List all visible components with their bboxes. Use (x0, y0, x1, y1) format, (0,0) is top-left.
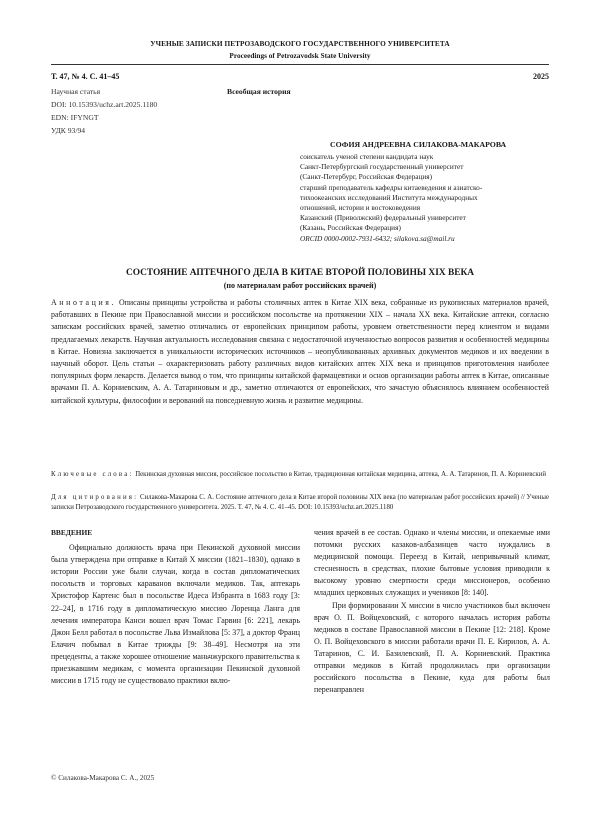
affiliation-line: Санкт-Петербургский государственный университет (300, 162, 464, 172)
body-paragraph: При формировании X миссии в число участников был включен врач О. П. Войцеховский, с которого началась история работы медиков в составе Православной миссии в Пекине [12: 218]. Кроме О. П. Войцеховского в миссии работали врачи П. Е. Кирилов, А. А. Татаринов, С. И. Базилевский, П. А. Корниевский. Практика отправки медиков в Китай продолжилась при организации российского посольства в Пекине, куда для работы был перенаправлен (314, 600, 550, 695)
keywords-text: Пекинская духовная миссия, российское посольство в Китае, традиционная китайская медицина, аптека, А. А. Татаринов, П. А. Корниевский (135, 471, 547, 478)
header-divider (51, 64, 549, 65)
affiliation-line: (Казань, Российская Федерация) (300, 223, 401, 233)
affiliation-line: тихоокеанских исследований Института международных (300, 192, 478, 202)
publication-year: 2025 (533, 72, 549, 81)
body-column-right (314, 527, 550, 696)
author-name: СОФИЯ АНДРЕЕВНА СИЛАКОВА-МАКАРОВА (330, 140, 507, 149)
section-name: Всеобщая история (227, 87, 291, 96)
section-heading: ВВЕДЕНИЕ (51, 528, 93, 537)
volume-info: Т. 47, № 4. С. 41–45 (51, 72, 120, 81)
affiliation-line: соискатель ученой степени кандидата наук (300, 152, 434, 161)
keywords-label: Ключевые слова: (51, 471, 134, 478)
citation-text: Силакова-Макарова С. А. Состояние аптечного дела в Китае второй половины XIX века (по материалам работ российских врачей) // Ученые записки Петрозаводского государственного университета. 2025. Т. 47, № 4. С. 41–45. DOI: 10.15393/uchz.art.2025.1180 (51, 494, 549, 511)
article-type: Научная статья (51, 87, 101, 96)
article-title: СОСТОЯНИЕ АПТЕЧНОГО ДЕЛА В КИТАЕ ВТОРОЙ ПОЛОВИНЫ XIX ВЕКА (125, 268, 475, 278)
affiliation-line: отношений, истории и востоковедения (300, 203, 421, 213)
author-affiliation (300, 152, 560, 244)
abstract (51, 297, 549, 407)
doi: DOI: 10.15393/uchz.art.2025.1180 (51, 100, 158, 109)
affiliation-line: Казанский (Приволжский) федеральный университет (300, 213, 466, 223)
journal-title-ru: УЧЕНЫЕ ЗАПИСКИ ПЕТРОЗАВОДСКОГО ГОСУДАРСТВЕННОГО УНИВЕРСИТЕТА (150, 39, 450, 48)
udk: УДК 93/94 (51, 126, 86, 135)
citation-label: Для цитирования: (51, 494, 139, 501)
journal-title-en: Proceedings of Petrozavodsk State University (229, 51, 371, 60)
body-column-left (51, 527, 300, 687)
abstract-label: Аннотация. (51, 298, 117, 307)
edn: EDN: IFYNGT (51, 113, 99, 122)
keywords (51, 470, 549, 480)
body-paragraph: Официально должность врача при Пекинской духовной миссии была утверждена при отправке в Китай X миссии (1821–1830), однако в истории России уже были случаи, когда в состав дипломатических посольств и торговых караванов включали медиков. Так, аптекарь Христофор Картенс был в посольстве Идеса Избранта в 1683 году [3: 22–24], в 1716 году в дипломатическую миссию Лоренца Ланга для лечения императора Канси вошел врач Томас Гарвин [6: 221], лекарь Джон Белл работал в посольстве Льва Измайлова [5: 37], а доктор Франц Елачич побывал в Китае трижды [9: 38–49]. Несмотря на эти прецеденты, а также хорошее отношение маньчжурского правительства к приезжавшим медикам, с момента организации Пекинской духовной миссии в 1715 году не существовало практики вклю- (51, 543, 300, 686)
copyright: © Силакова-Макарова С. А., 2025 (51, 774, 155, 782)
affiliation-line: (Санкт-Петербург, Российская Федерация) (300, 172, 433, 182)
body-paragraph-continued: чения врачей в ее состав. Однако и члены миссии, и опекаемые ими потомки русских казаков-албазинцев часто нуждались в медицинской помощи. Переезд в Китай, непривычный климат, стесненность в средствах, плохие бытовые условия приводили к высокому уровню смертности среди миссионеров, особенно младших церковных служащих и учеников [8: 140]. (314, 528, 550, 598)
abstract-text: Описаны принципы устройства и работы столичных аптек в Китае XIX века, собранные из рукописных материалов врачей, работавших в Пекине при Православной миссии и российском посольстве на протяжении XIX – начала XX века. Китайские аптеки, согласно запискам российских врачей, заметно отличались от европейских принципом работы, уровнем ответственности перед клиентом и видами предлагаемых лекарств. Научная актуальность исследования связана с недостаточной изученностью вопросов развития и особенностей медицины в Китае. Новизна заключается в уникальности исторических источников – неопубликованных архивных документов медиков и их введении в научный оборот. Цель статьи – охарактеризовать работу различных видов китайских аптек XIX века и принципов приготовления наиболее популярных форм лекарств. Делается вывод о том, что принципы китайской фармацевтики и основ организации работы аптек в Китае, описанные врачами П. А. Корниевским, А. А. Татариновым и др., заметно отличаются от европейских, что зачастую объяснялось влиянием особенностей китайской культуры, философии и верований на повседневную жизнь и развитие медицины. (51, 298, 549, 405)
article-subtitle: (по материалам работ российских врачей) (223, 281, 377, 290)
citation (51, 493, 549, 512)
affiliation-line: старший преподаватель кафедры китаеведения и азиатско- (300, 182, 483, 192)
orcid-email[interactable]: ORCID 0000-0002-7931-6432; silakova.sa@mail.ru (300, 233, 455, 243)
